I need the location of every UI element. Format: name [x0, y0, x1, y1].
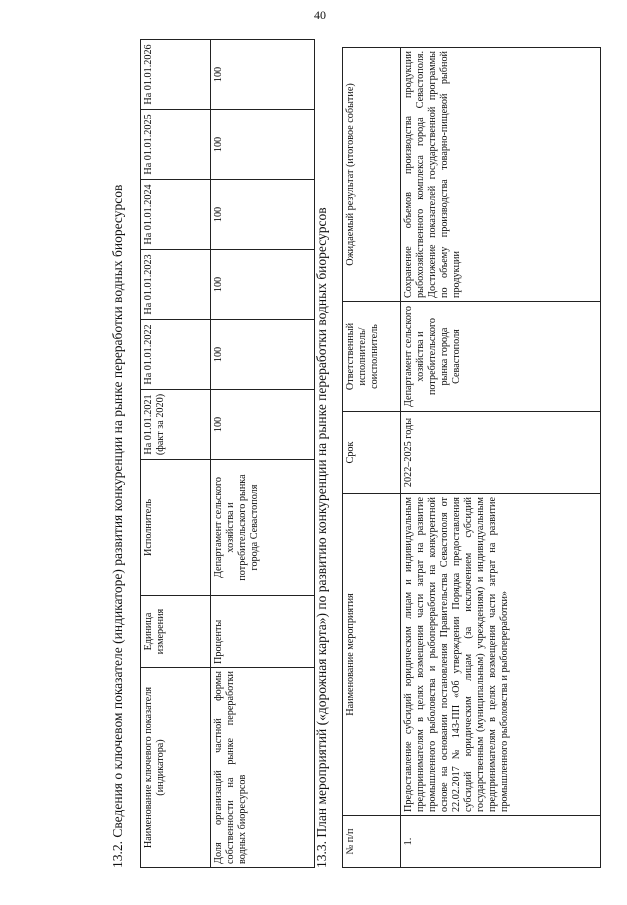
value-2023: 100 — [211, 250, 315, 320]
header-2024: На 01.01.2024 — [141, 180, 211, 250]
row-num: 1. — [401, 816, 601, 868]
indicator-table-wrap — [140, 39, 315, 868]
value-2026: 100 — [211, 40, 315, 110]
section-13-2-title: 13.2. Сведения о ключевом показателе (индикаторе) развития конкуренции на рынке переработки водных биоресурсов — [110, 184, 125, 868]
measure-term: 2022–2025 годы — [401, 412, 601, 494]
value-2025: 100 — [211, 110, 315, 180]
header-result: Ожидаемый результат (итоговое событие) — [343, 48, 401, 302]
header-2026: На 01.01.2026 — [141, 40, 211, 110]
section-13-3-title: 13.3. План мероприятий («дорожная карта») по развитию конкуренции на рынке переработки водных биоресурсов — [314, 207, 329, 868]
value-2024: 100 — [211, 180, 315, 250]
indicator-executor: Департамент сельского хозяйства и потребительского рынка города Севастополя — [211, 460, 315, 596]
roadmap-table-wrap — [342, 47, 601, 868]
roadmap-table — [342, 47, 601, 868]
indicator-unit: Проценты — [211, 596, 315, 668]
value-2022: 100 — [211, 320, 315, 390]
header-num: № п/п — [343, 816, 401, 868]
measure-responsible: Департамент сельского хозяйства и потребительского рынка города Севастополя — [401, 302, 601, 412]
value-2021: 100 — [211, 390, 315, 460]
header-measure-name: Наименование мероприятия — [343, 494, 401, 816]
page-number: 40 — [314, 8, 326, 22]
measure-result: Сохранение объемов производства продукции рыбохозяйственного комплекса города Севастополя. Достижение показателей государственной программы по объему производства товарно-пищевой рыбной продукции — [401, 48, 601, 302]
header-responsible: Ответственный исполнитель/ соисполнитель — [343, 302, 401, 412]
measure-name: Предоставление субсидий юридическим лицам и индивидуальным предпринимателям в целях возмещения части затрат на развитие промышленного рыболовства и рыбопереработки на конкурентной основе на основании постановления Правительства Севастополя от 22.02.2017 № 143-ПП «Об утверждении Порядка предоставления субсидий юридическим лицам (за исключением субсидий государственным (муниципальным) учреждениям) и индивидуальным предпринимателям в целях возмещения части затрат на развитие промышленного рыболовства и рыбопереработки» — [401, 494, 601, 816]
header-indicator: Наименование ключевого показателя (индикатора) — [141, 668, 211, 868]
header-2025: На 01.01.2025 — [141, 110, 211, 180]
header-unit: Единица измерения — [141, 596, 211, 668]
header-2023: На 01.01.2023 — [141, 250, 211, 320]
indicator-name: Доля организаций частной формы собственности на рынке переработки водных биоресурсов — [211, 668, 315, 868]
header-2022: На 01.01.2022 — [141, 320, 211, 390]
indicator-table — [140, 39, 315, 868]
header-term: Срок — [343, 412, 401, 494]
header-executor: Исполнитель — [141, 460, 211, 596]
header-2021: На 01.01.2021 (факт за 2020) — [141, 390, 211, 460]
